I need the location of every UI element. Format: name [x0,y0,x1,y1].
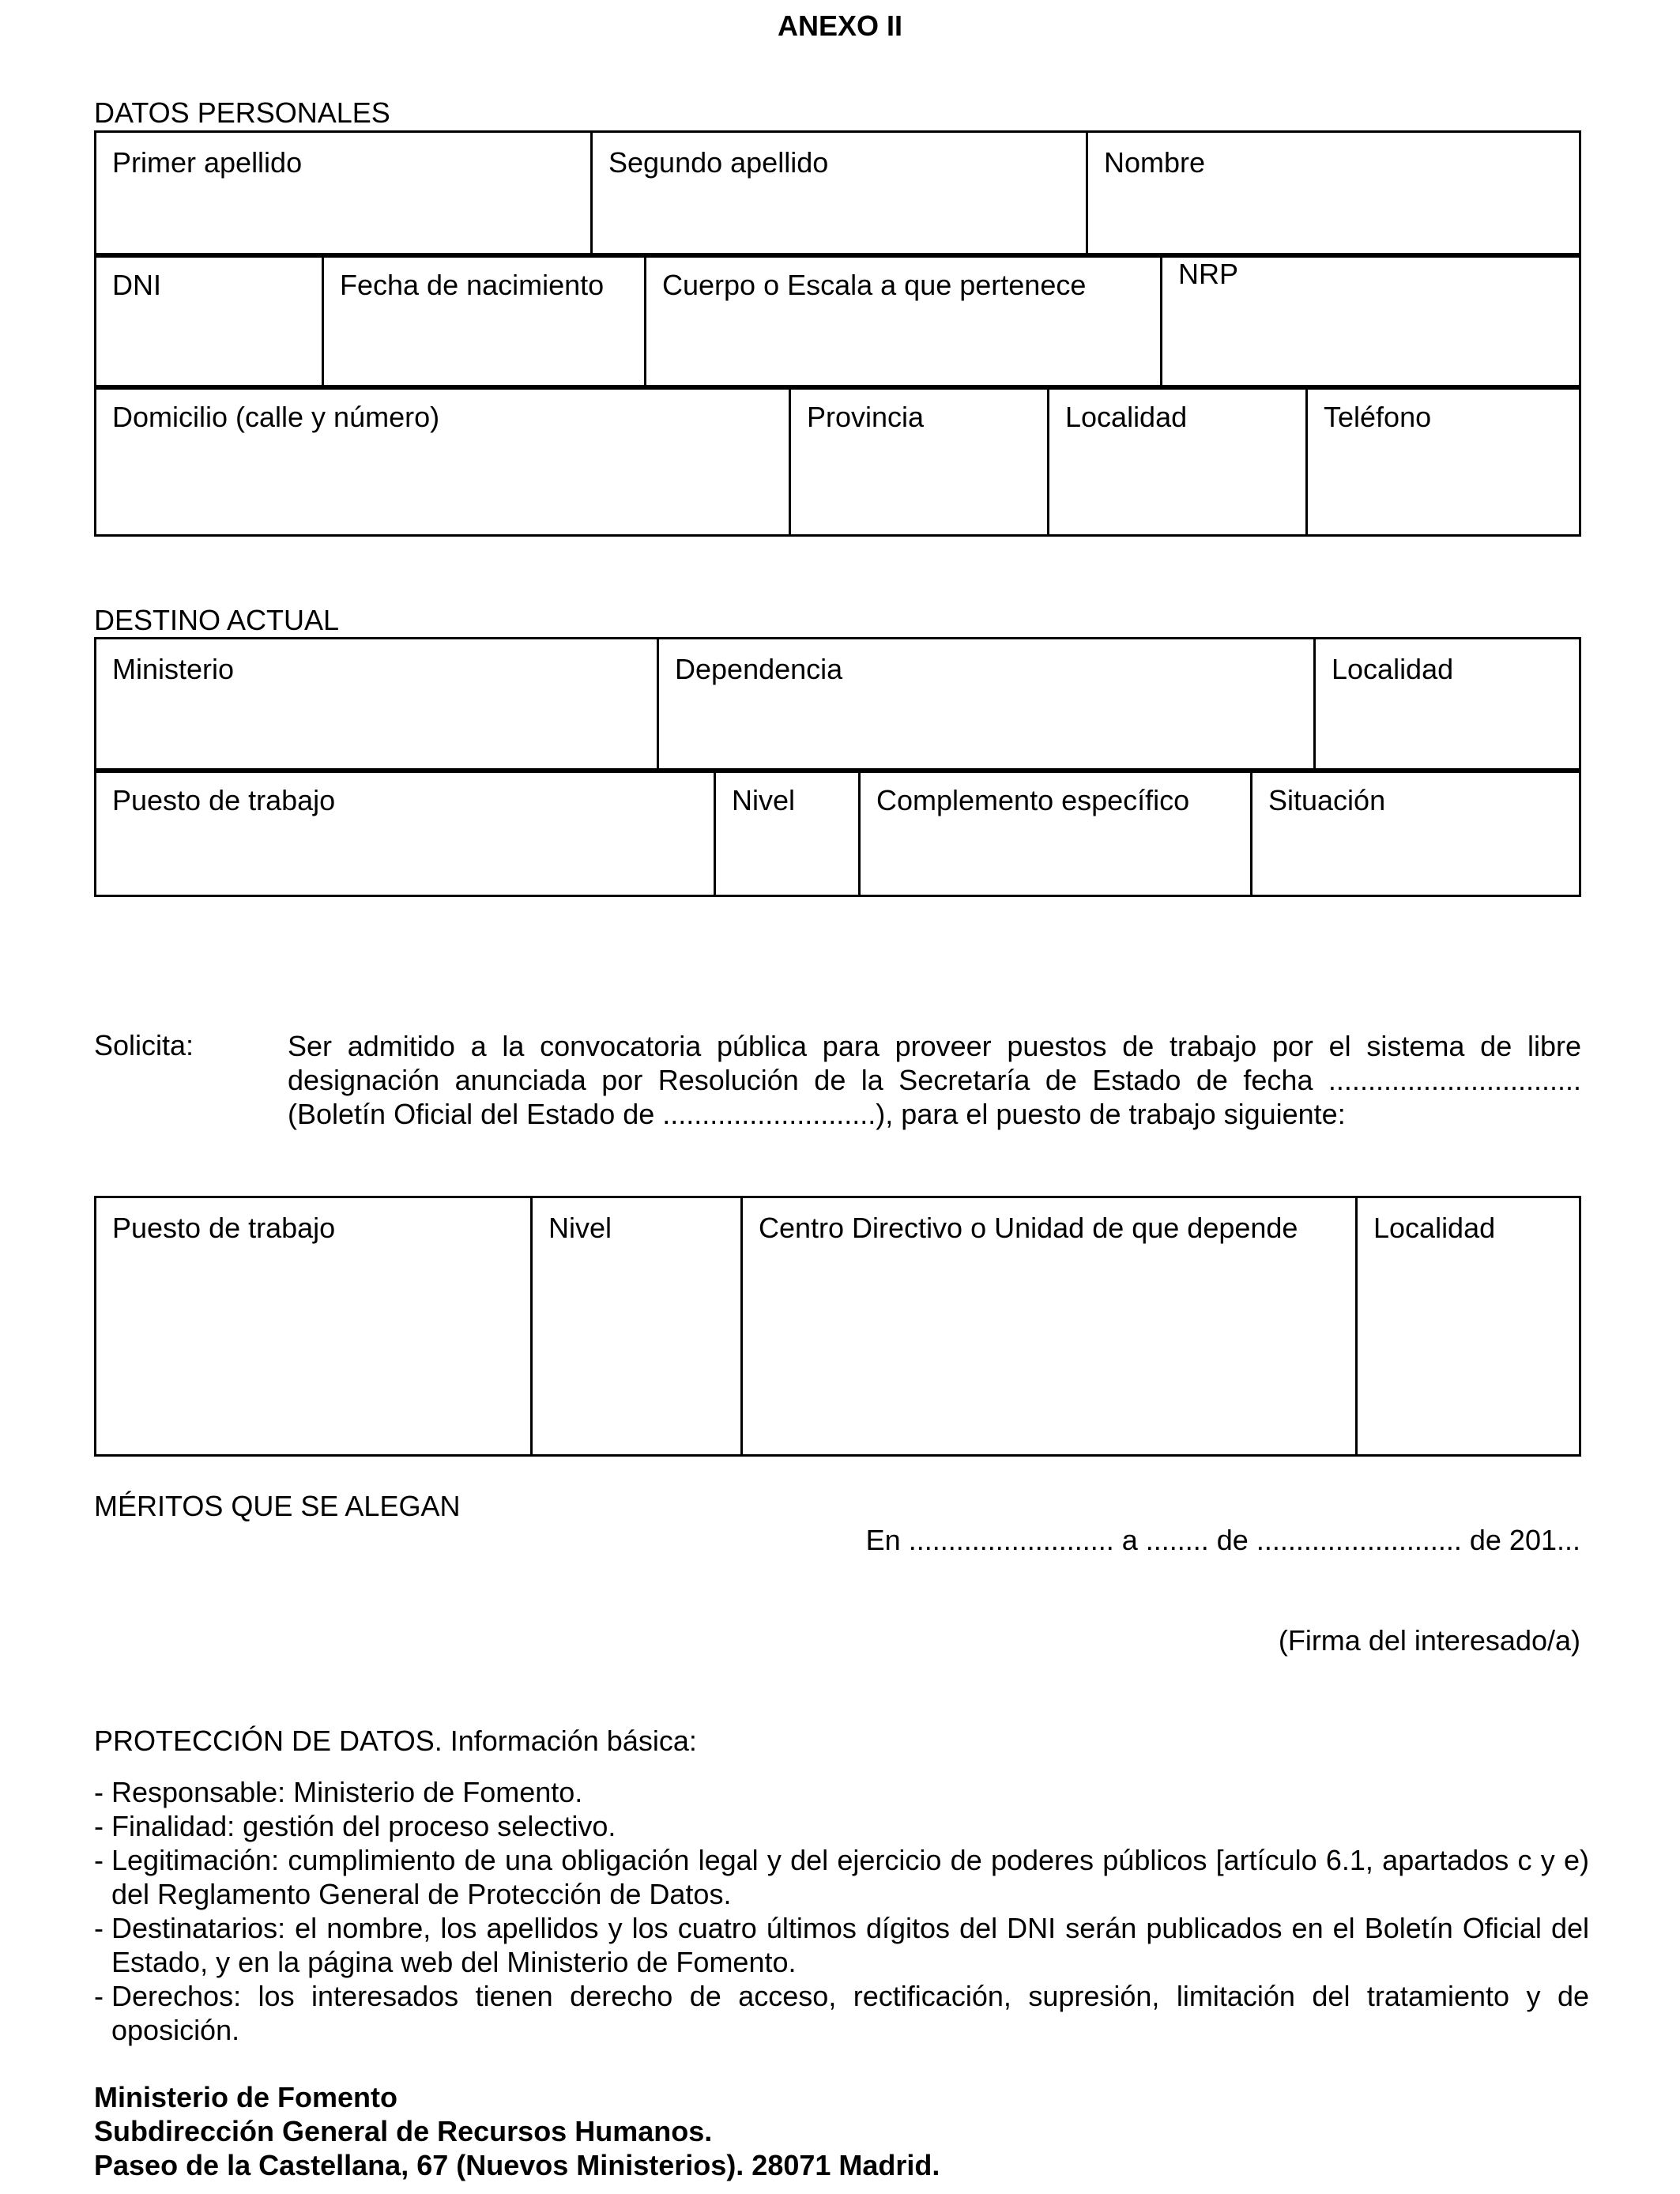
datos-personales-row2 [94,253,1581,390]
field-localidad-destino[interactable]: Localidad [1315,639,1580,772]
destino-actual-row2 [94,768,1581,897]
field-primer-apellido[interactable]: Primer apellido [96,132,592,257]
field-complemento-especifico[interactable]: Complemento específico [860,770,1252,896]
field-provincia[interactable]: Provincia [790,386,1049,536]
datos-personales-row3 [94,385,1581,537]
field-telefono[interactable]: Teléfono [1307,386,1580,536]
field-localidad-solicitado[interactable]: Localidad [1357,1197,1580,1456]
list-item: - Derechos: los interesados tienen derecho de acceso, rectificación, supresión, limitación del tratamiento y de oposición. [94,1980,1589,2046]
section-heading-datos-personales: DATOS PERSONALES [94,96,390,129]
datos-personales-row1 [94,130,1581,258]
solicita-line-3: (Boletín Oficial del Estado de ...........................), para el puesto de trabajo siguiente: [288,1098,1346,1130]
field-dependencia[interactable]: Dependencia [658,639,1315,772]
solicita-line-1: Ser admitido a la convocatoria pública para proveer puestos de trabajo por el sistema de libre [288,1030,1581,1062]
field-nivel-solicitado[interactable]: Nivel [532,1197,742,1456]
destino-actual-row1 [94,637,1581,773]
field-dni[interactable]: DNI [96,254,323,389]
field-centro-directivo[interactable]: Centro Directivo o Unidad de que depende [742,1197,1357,1456]
section-heading-meritos: MÉRITOS QUE SE ALEGAN [94,1490,461,1522]
footer-direccion: Paseo de la Castellana, 67 (Nuevos Ministerios). 28071 Madrid. [94,2149,940,2181]
field-domicilio[interactable]: Domicilio (calle y número) [96,386,790,536]
firma-label: (Firma del interesado/a) [1278,1624,1580,1657]
field-cuerpo-escala[interactable]: Cuerpo o Escala a que pertenece [646,254,1162,389]
footer-address [94,2080,940,2182]
footer-ministerio: Ministerio de Fomento [94,2081,398,2113]
field-segundo-apellido[interactable]: Segundo apellido [592,132,1087,257]
solicita-line-2: designación anunciada por Resolución de la Secretaría de Estado de fecha ................................ [288,1064,1581,1096]
fecha-line: En .......................... a ........ de .......................... de 201... [865,1524,1580,1556]
field-situacion[interactable]: Situación [1252,770,1580,896]
field-fecha-nacimiento[interactable]: Fecha de nacimiento [323,254,646,389]
list-item: - Finalidad: gestión del proceso selectivo. [94,1810,616,1842]
solicita-label: Solicita: [94,1029,194,1061]
field-localidad-personal[interactable]: Localidad [1049,386,1307,536]
field-nrp[interactable]: NRP [1162,254,1580,389]
field-nombre[interactable]: Nombre [1087,132,1580,257]
proteccion-list [94,1775,1589,2047]
solicita-text [288,1029,1581,1131]
list-item: - Destinatarios: el nombre, los apellidos y los cuatro últimos dígitos del DNI serán publicados en el Boletín Oficial del Estado, y en la página web del Ministerio de Fomento. [94,1912,1589,1978]
page-title: ANEXO II [777,9,903,42]
section-heading-proteccion: PROTECCIÓN DE DATOS. Información básica: [94,1725,697,1757]
puesto-solicitado-table [94,1196,1581,1457]
field-ministerio[interactable]: Ministerio [96,639,658,772]
field-puesto-actual[interactable]: Puesto de trabajo [96,770,715,896]
section-heading-destino-actual: DESTINO ACTUAL [94,604,340,636]
field-nivel-actual[interactable]: Nivel [715,770,860,896]
list-item: - Responsable: Ministerio de Fomento. [94,1776,583,1808]
field-puesto-solicitado[interactable]: Puesto de trabajo [96,1197,532,1456]
footer-subdireccion: Subdirección General de Recursos Humanos. [94,2115,713,2147]
list-item: - Legitimación: cumplimiento de una obligación legal y del ejercicio de poderes públicos [artículo 6.1, apartados c y e) del Reglamento General de Protección de Datos. [94,1844,1589,1910]
